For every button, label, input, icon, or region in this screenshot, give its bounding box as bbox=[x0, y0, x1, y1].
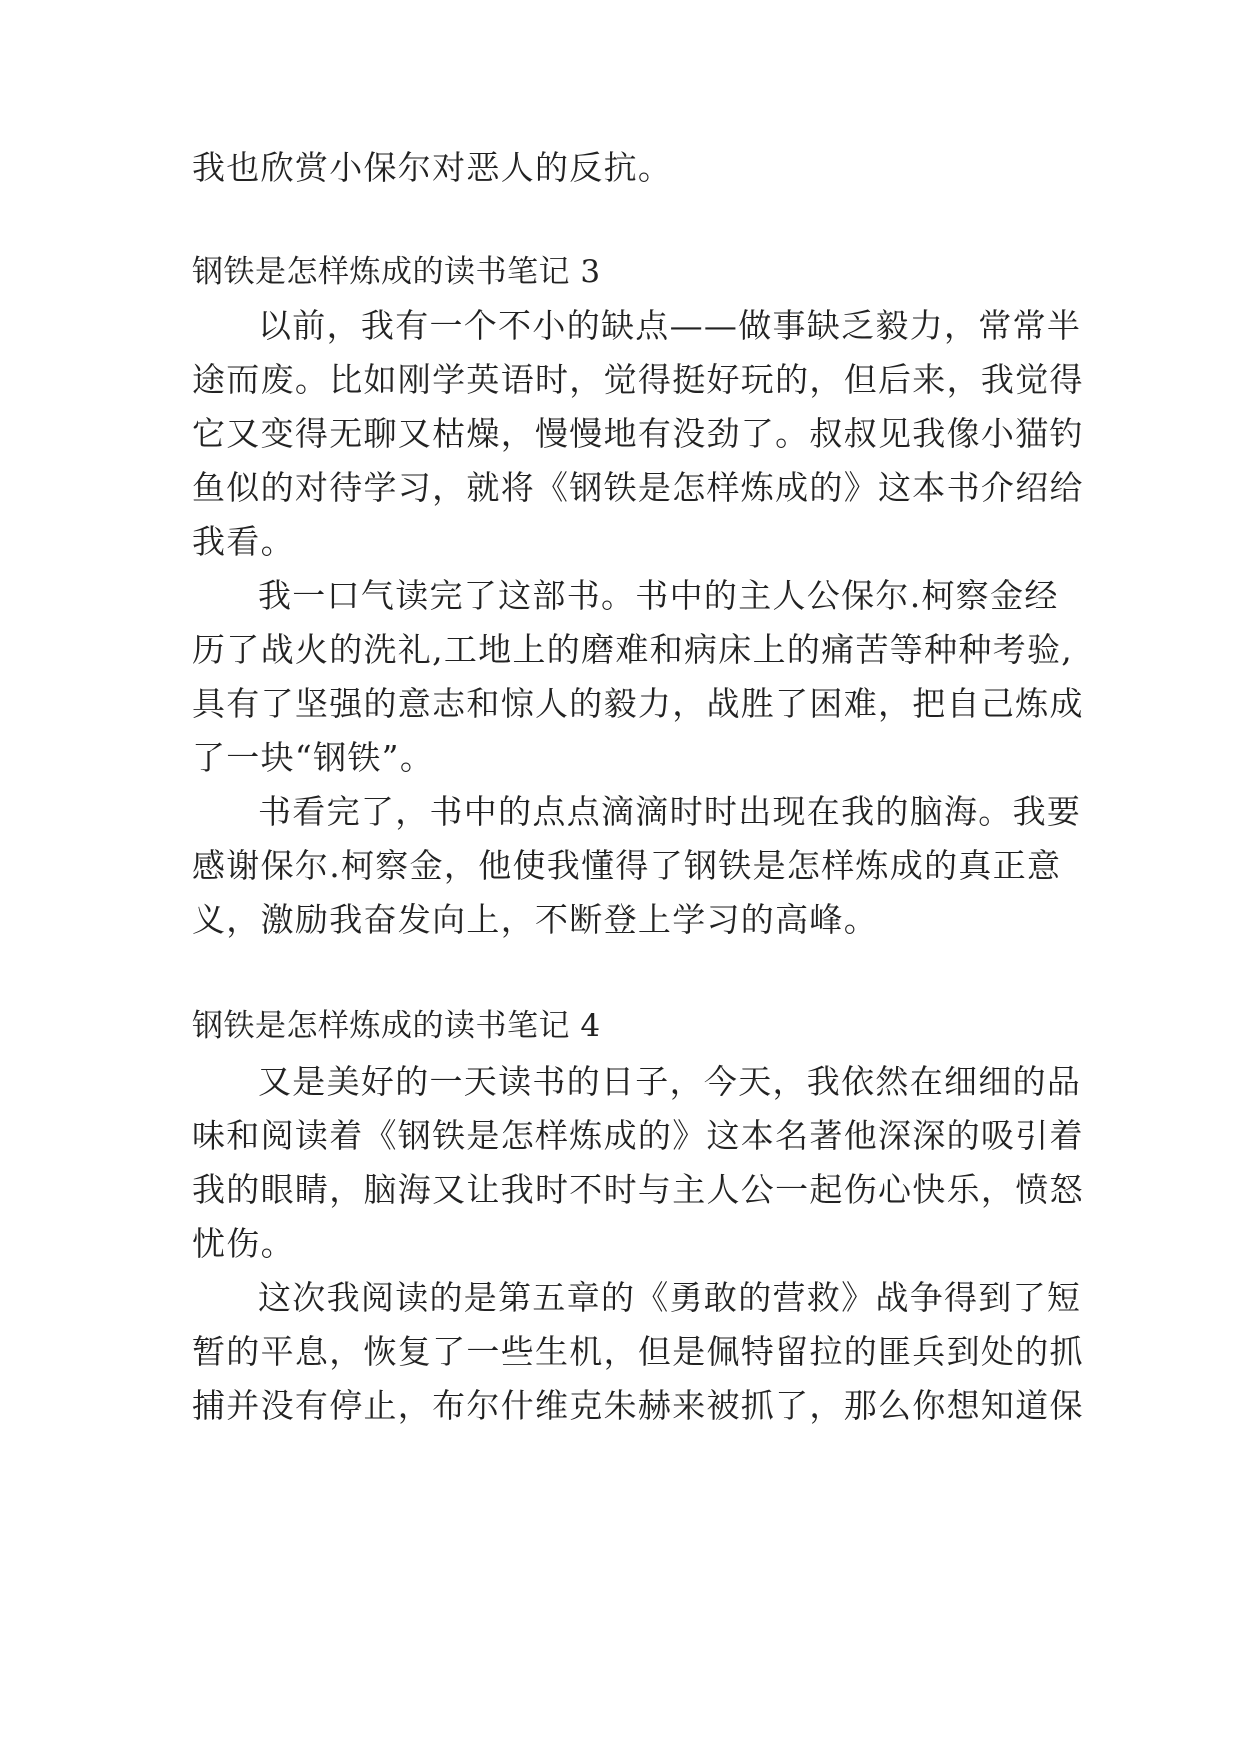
text-line: 义，激励我奋发向上，不断登上学习的高峰。 bbox=[192, 900, 878, 939]
text-line: 这次我阅读的是第五章的《勇敢的营救》战争得到了短 bbox=[258, 1278, 1082, 1317]
text-line: 以前，我有一个不小的缺点——做事缺乏毅力，常常半 bbox=[258, 306, 1082, 345]
section-heading-3: 钢铁是怎样炼成的读书笔记 3 bbox=[192, 254, 601, 290]
text-line: 又是美好的一天读书的日子，今天，我依然在细细的品 bbox=[258, 1062, 1082, 1101]
text-line: 感谢保尔.柯察金，他使我懂得了钢铁是怎样炼成的真正意 bbox=[192, 846, 1062, 885]
text-line: 书看完了，书中的点点滴滴时时出现在我的脑海。我要 bbox=[258, 792, 1082, 831]
text-line: 鱼似的对待学习，就将《钢铁是怎样炼成的》这本书介绍给 bbox=[192, 468, 1084, 507]
text-line: 忧伤。 bbox=[192, 1224, 295, 1263]
text-line: 具有了坚强的意志和惊人的毅力，战胜了困难，把自己炼成 bbox=[192, 684, 1084, 723]
text-line: 味和阅读着《钢铁是怎样炼成的》这本名著他深深的吸引着 bbox=[192, 1116, 1084, 1155]
text-line: 途而废。比如刚学英语时，觉得挺好玩的，但后来，我觉得 bbox=[192, 360, 1084, 399]
text-line: 暂的平息，恢复了一些生机，但是佩特留拉的匪兵到处的抓 bbox=[192, 1332, 1084, 1371]
text-line: 我的眼睛，脑海又让我时不时与主人公一起伤心快乐，愤怒 bbox=[192, 1170, 1084, 1209]
text-line: 历了战火的洗礼,工地上的磨难和病床上的痛苦等种种考验, bbox=[192, 630, 1074, 669]
text-line: 我一口气读完了这部书。书中的主人公保尔.柯察金经 bbox=[258, 576, 1059, 615]
text-line: 我也欣赏小保尔对恶人的反抗。 bbox=[192, 148, 673, 187]
section-heading-4: 钢铁是怎样炼成的读书笔记 4 bbox=[192, 1008, 601, 1044]
text-line: 我看。 bbox=[192, 522, 295, 561]
text-line: 捕并没有停止，布尔什维克朱赫来被抓了，那么你想知道保 bbox=[192, 1386, 1084, 1425]
text-line: 了一块“钢铁”。 bbox=[192, 738, 435, 777]
text-line: 它又变得无聊又枯燥，慢慢地有没劲了。叔叔见我像小猫钓 bbox=[192, 414, 1084, 453]
